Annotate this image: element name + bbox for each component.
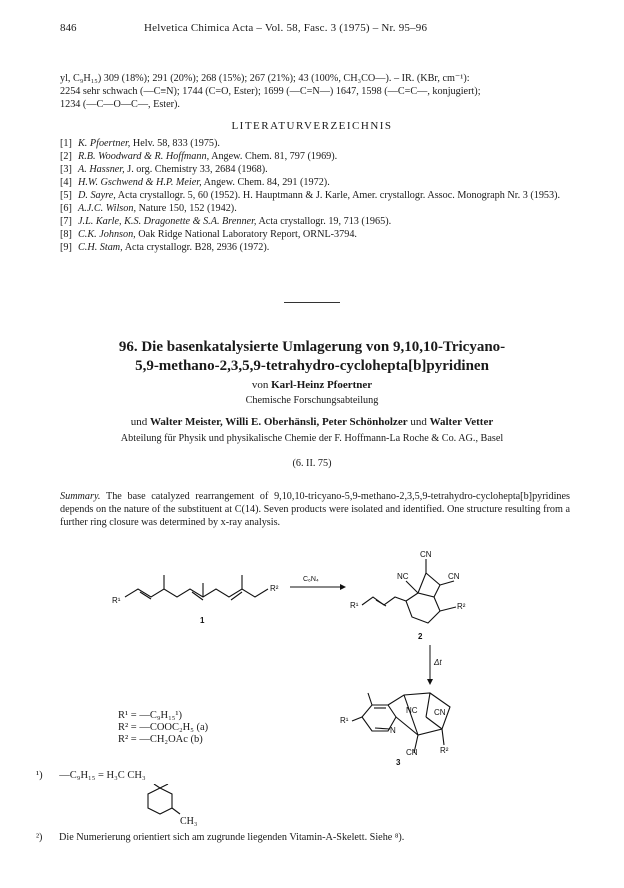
second-author-line	[40, 416, 584, 428]
compound-3-n: N	[390, 726, 396, 735]
section-divider	[284, 302, 340, 303]
heat-arrow-head	[427, 679, 433, 685]
reference-authors: A.J.C. Wilson,	[78, 203, 137, 214]
article-title	[40, 338, 584, 376]
summary-label: Summary.	[60, 491, 101, 502]
reagent-label: C₆N₄	[303, 576, 319, 583]
compound-1-r1: R¹	[112, 596, 121, 605]
reference-item	[60, 163, 580, 176]
reference-source: J. org. Chemistry 33, 2684 (1968).	[124, 164, 268, 175]
compound-1-structure	[125, 575, 268, 600]
co-authors: Walter Meister, Willi E. Oberhänsli, Peter Schönholzer	[150, 416, 408, 428]
tail-line: yl, C₉H₁₅) 309 (18%); 291 (20%); 268 (15%); 267 (21%); 43 (100%, CH₃CO—). – IR. (KBr, cm⁻¹):	[60, 73, 470, 84]
reference-authors: J.L. Karle, K.S. Dragonette & S.A. Brenner,	[78, 216, 257, 227]
reference-source: Acta crystallogr. 19, 713 (1965).	[256, 216, 392, 227]
reference-source: Oak Ridge National Laboratory Report, ORNL-3794.	[135, 229, 357, 240]
reference-item	[60, 137, 580, 150]
summary-paragraph	[60, 490, 570, 529]
compound-2-label: 2	[418, 632, 423, 641]
compound-3-cn-bottom: CN	[406, 748, 418, 757]
footnote-1-text: —C₉H₁₅ = H₃C CH₃	[59, 770, 146, 781]
reference-item	[60, 150, 580, 163]
reference-source: Acta crystallogr. 5, 60 (1952). H. Hauptmann & J. Karle, Amer. crystallogr. Assoc. Monograph Nr. 3 (1953).	[115, 190, 561, 201]
reference-number: [7]	[60, 216, 72, 227]
affiliation-2: Abteilung für Physik und physikalische Chemie der F. Hoffmann-La Roche & Co. AG., Basel	[120, 433, 504, 444]
and-prefix: und	[130, 416, 148, 428]
last-author: Walter Vetter	[429, 416, 494, 428]
substituent-r2b: R² = —CH₂OAc (b)	[118, 734, 203, 745]
reference-item	[60, 215, 580, 228]
reference-list	[60, 137, 580, 254]
reference-item	[60, 228, 580, 241]
reference-authors: K. Pfoertner,	[78, 138, 131, 149]
byline	[0, 379, 624, 391]
affiliation-1: Chemische Forschungsabteilung	[245, 395, 379, 406]
running-head: Helvetica Chimica Acta – Vol. 58, Fasc. 3 (1975) – Nr. 95–96	[144, 22, 428, 34]
compound-3-r2: R²	[440, 746, 449, 755]
reference-number: [3]	[60, 164, 72, 175]
tail-line: 2254 sehr schwach (—C≡N); 1744 (C=O, Ester); 1699 (—C=N—) 1647, 1598 (—C=C—, konjugiert);	[60, 86, 481, 97]
reference-source: Angew. Chem. 81, 797 (1969).	[209, 151, 338, 162]
title-line-2: 5,9-methano-2,3,5,9-tetrahydro-cyclohepta[b]pyridinen	[135, 358, 489, 374]
reference-source: Angew. Chem. 84, 291 (1972).	[201, 177, 330, 188]
literature-heading: LITERATURVERZEICHNIS	[231, 120, 393, 132]
arrow-head	[340, 584, 346, 590]
reference-authors: C.K. Johnson,	[78, 229, 136, 240]
compound-2-r1: R¹	[350, 601, 359, 610]
footnote-2-mark: ²)	[36, 832, 43, 843]
compound-2-cn-right: CN	[448, 572, 460, 581]
reference-authors: A. Hassner,	[78, 164, 125, 175]
compound-3-cn-right: CN	[434, 708, 446, 717]
footnote-1-mark: ¹)	[36, 770, 43, 781]
reference-item	[60, 202, 580, 215]
by-prefix: von	[251, 379, 269, 391]
compound-2-structure	[362, 559, 456, 623]
trimethylcyclohexenyl-structure	[142, 784, 222, 828]
reference-number: [8]	[60, 229, 72, 240]
reference-item	[60, 241, 580, 254]
reference-item	[60, 176, 580, 189]
compound-2-r2: R²	[457, 602, 466, 611]
compound-2-nc: NC	[397, 572, 409, 581]
compound-3-structure	[352, 693, 450, 753]
reference-source: Acta crystallogr. B28, 2936 (1972).	[122, 242, 270, 253]
substituent-r2a: R² = —COOC₂H₅ (a)	[118, 722, 209, 733]
received-date: (6. II. 75)	[292, 458, 332, 469]
tail-line: 1234 (—C—O—C—, Ester).	[60, 99, 180, 110]
reference-number: [6]	[60, 203, 72, 214]
substituent-r1: R¹ = —C₉H₁₅¹)	[118, 710, 183, 721]
previous-article-tail	[60, 72, 580, 111]
reference-item	[60, 189, 580, 202]
footnote-1-ch3: CH₃	[180, 816, 198, 827]
reference-number: [5]	[60, 190, 72, 201]
reference-number: [1]	[60, 138, 72, 149]
reference-authors: C.H. Stam,	[78, 242, 123, 253]
compound-1-label: 1	[200, 616, 205, 625]
reference-number: [4]	[60, 177, 72, 188]
footnote-2-text: Die Numerierung orientiert sich am zugrunde liegenden Vitamin-A-Skelett. Siehe ⁸).	[59, 832, 405, 843]
compound-2-cn-top: CN	[420, 550, 432, 559]
page-number: 846	[60, 22, 77, 34]
compound-3-label: 3	[396, 758, 401, 767]
reference-source: Nature 150, 152 (1942).	[136, 203, 237, 214]
footnote-1	[36, 770, 146, 781]
reference-number: [9]	[60, 242, 72, 253]
reference-authors: R.B. Woodward & R. Hoffmann,	[78, 151, 210, 162]
first-author: Karl-Heinz Pfoertner	[271, 379, 373, 391]
compound-3-r1: R¹	[340, 716, 349, 725]
reference-authors: D. Sayre,	[78, 190, 116, 201]
reference-source: Helv. 58, 833 (1975).	[130, 138, 220, 149]
summary-text: The base catalyzed rearrangement of 9,10,10-tricyano-5,9-methano-2,3,5,9-tetrahydro-cyclohepta[b]pyridines depends on the nature of the substituent at C(14). Seven products were isolated and identified. One structure resulting from a further ring closure was determined by x-ray analysis.	[60, 491, 570, 528]
reference-number: [2]	[60, 151, 72, 162]
and-conjunction: und	[410, 416, 427, 428]
heat-label: Δt	[434, 658, 442, 667]
footnote-2	[36, 832, 404, 843]
reference-authors: H.W. Gschwend & H.P. Meier,	[78, 177, 202, 188]
substituent-definitions	[118, 710, 208, 746]
title-line-1: 96. Die basenkatalysierte Umlagerung von 9,10,10-Tricyano-	[118, 339, 506, 355]
compound-1-r2: R²	[270, 584, 279, 593]
compound-3-nc: NC	[406, 706, 418, 715]
